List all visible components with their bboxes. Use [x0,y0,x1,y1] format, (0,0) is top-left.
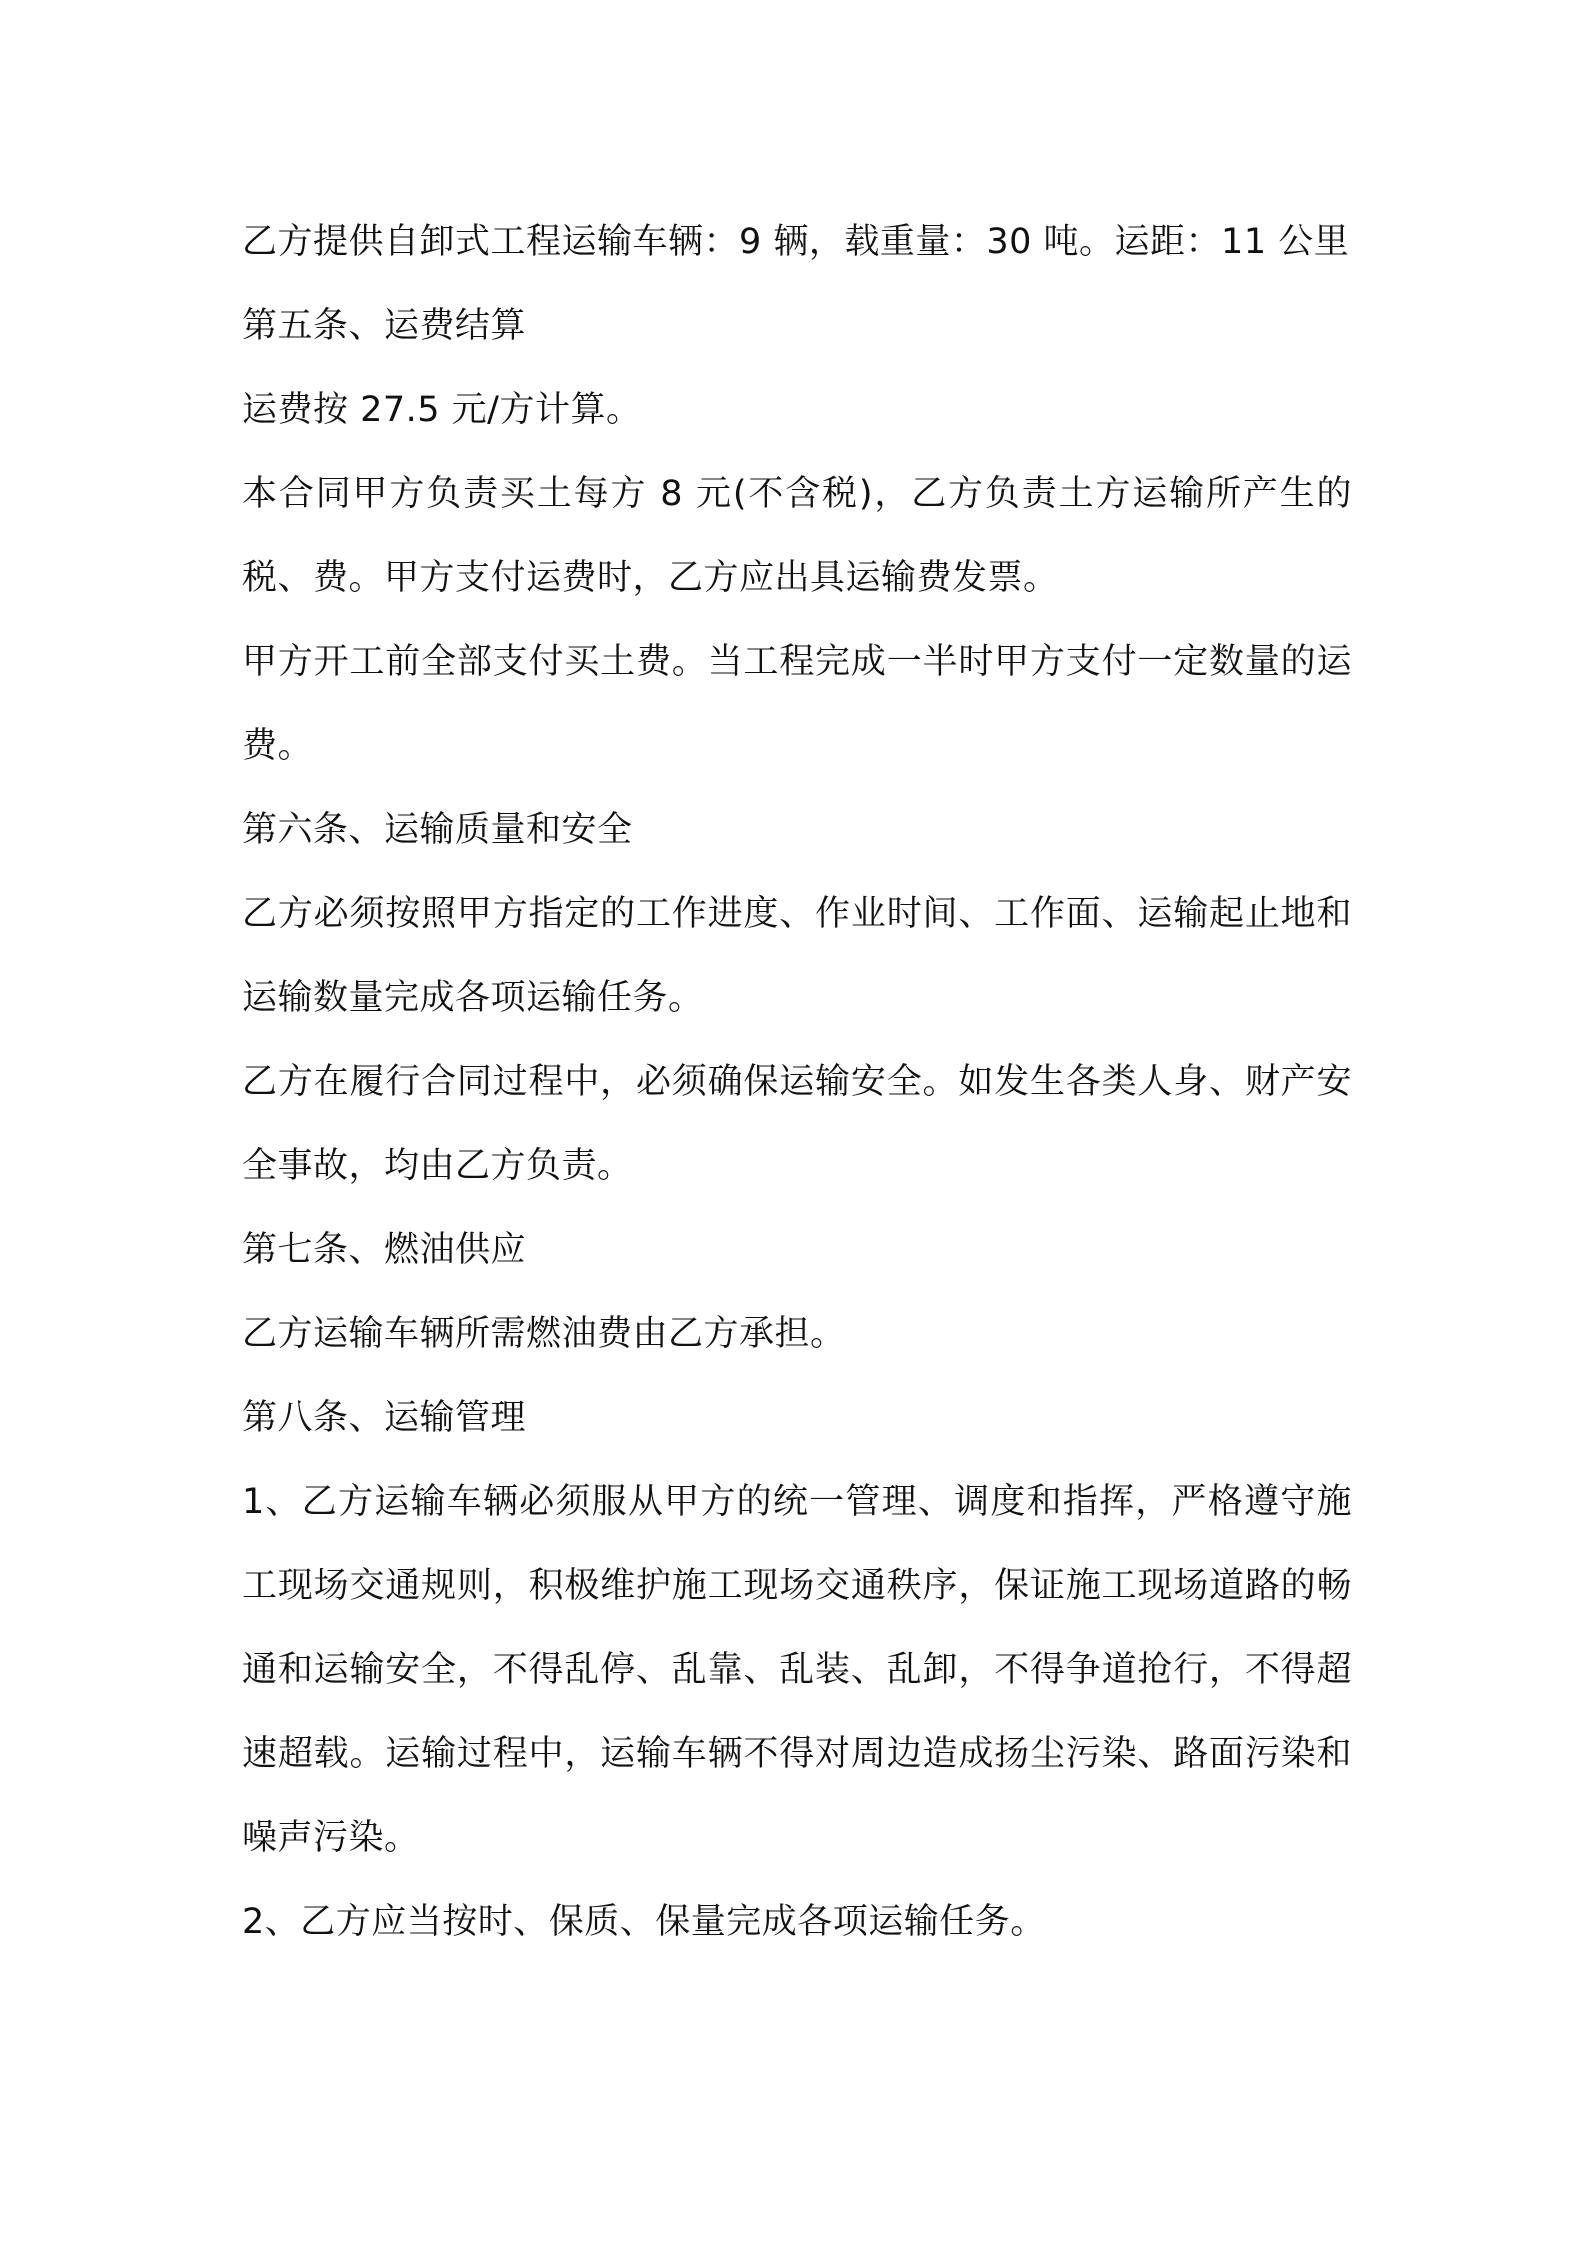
document-body [242,200,1352,1964]
paragraph-freight-rate: 运费按 27.5 元/方计算。 [242,390,642,430]
paragraph-vehicles: 乙方提供自卸式工程运输车辆：9 辆，载重量：30 吨。运距：11 公里 [242,222,1350,262]
paragraph-soil-purchase: 本合同甲方负责买土每方 8 元(不含税)，乙方负责土方运输所产生的税、费。甲方支付运费时，乙方应出具运输费发票。 [242,474,1352,598]
paragraph-safety-responsibility: 乙方在履行合同过程中，必须确保运输安全。如发生各类人身、财产安全事故，均由乙方负责。 [242,1062,1352,1186]
heading-article-7: 第七条、燃油供应 [242,1230,527,1270]
paragraph-management-rule-2: 2、乙方应当按时、保质、保量完成各项运输任务。 [242,1902,1046,1942]
heading-article-6: 第六条、运输质量和安全 [242,810,633,850]
paragraph-payment-schedule: 甲方开工前全部支付买土费。当工程完成一半时甲方支付一定数量的运费。 [242,642,1352,766]
heading-article-8: 第八条、运输管理 [242,1398,527,1438]
paragraph-management-rule-1: 1、乙方运输车辆必须服从甲方的统一管理、调度和指挥，严格遵守施工现场交通规则，积极维护施工现场交通秩序，保证施工现场道路的畅通和运输安全，不得乱停、乱靠、乱装、乱卸，不得争道抢行，不得超速超载。运输过程中，运输车辆不得对周边造成扬尘污染、路面污染和噪声污染。 [242,1482,1352,1858]
paragraph-fuel-cost: 乙方运输车辆所需燃油费由乙方承担。 [242,1314,846,1354]
heading-article-5: 第五条、运费结算 [242,306,527,346]
paragraph-transport-requirements: 乙方必须按照甲方指定的工作进度、作业时间、工作面、运输起止地和运输数量完成各项运输任务。 [242,894,1352,1018]
